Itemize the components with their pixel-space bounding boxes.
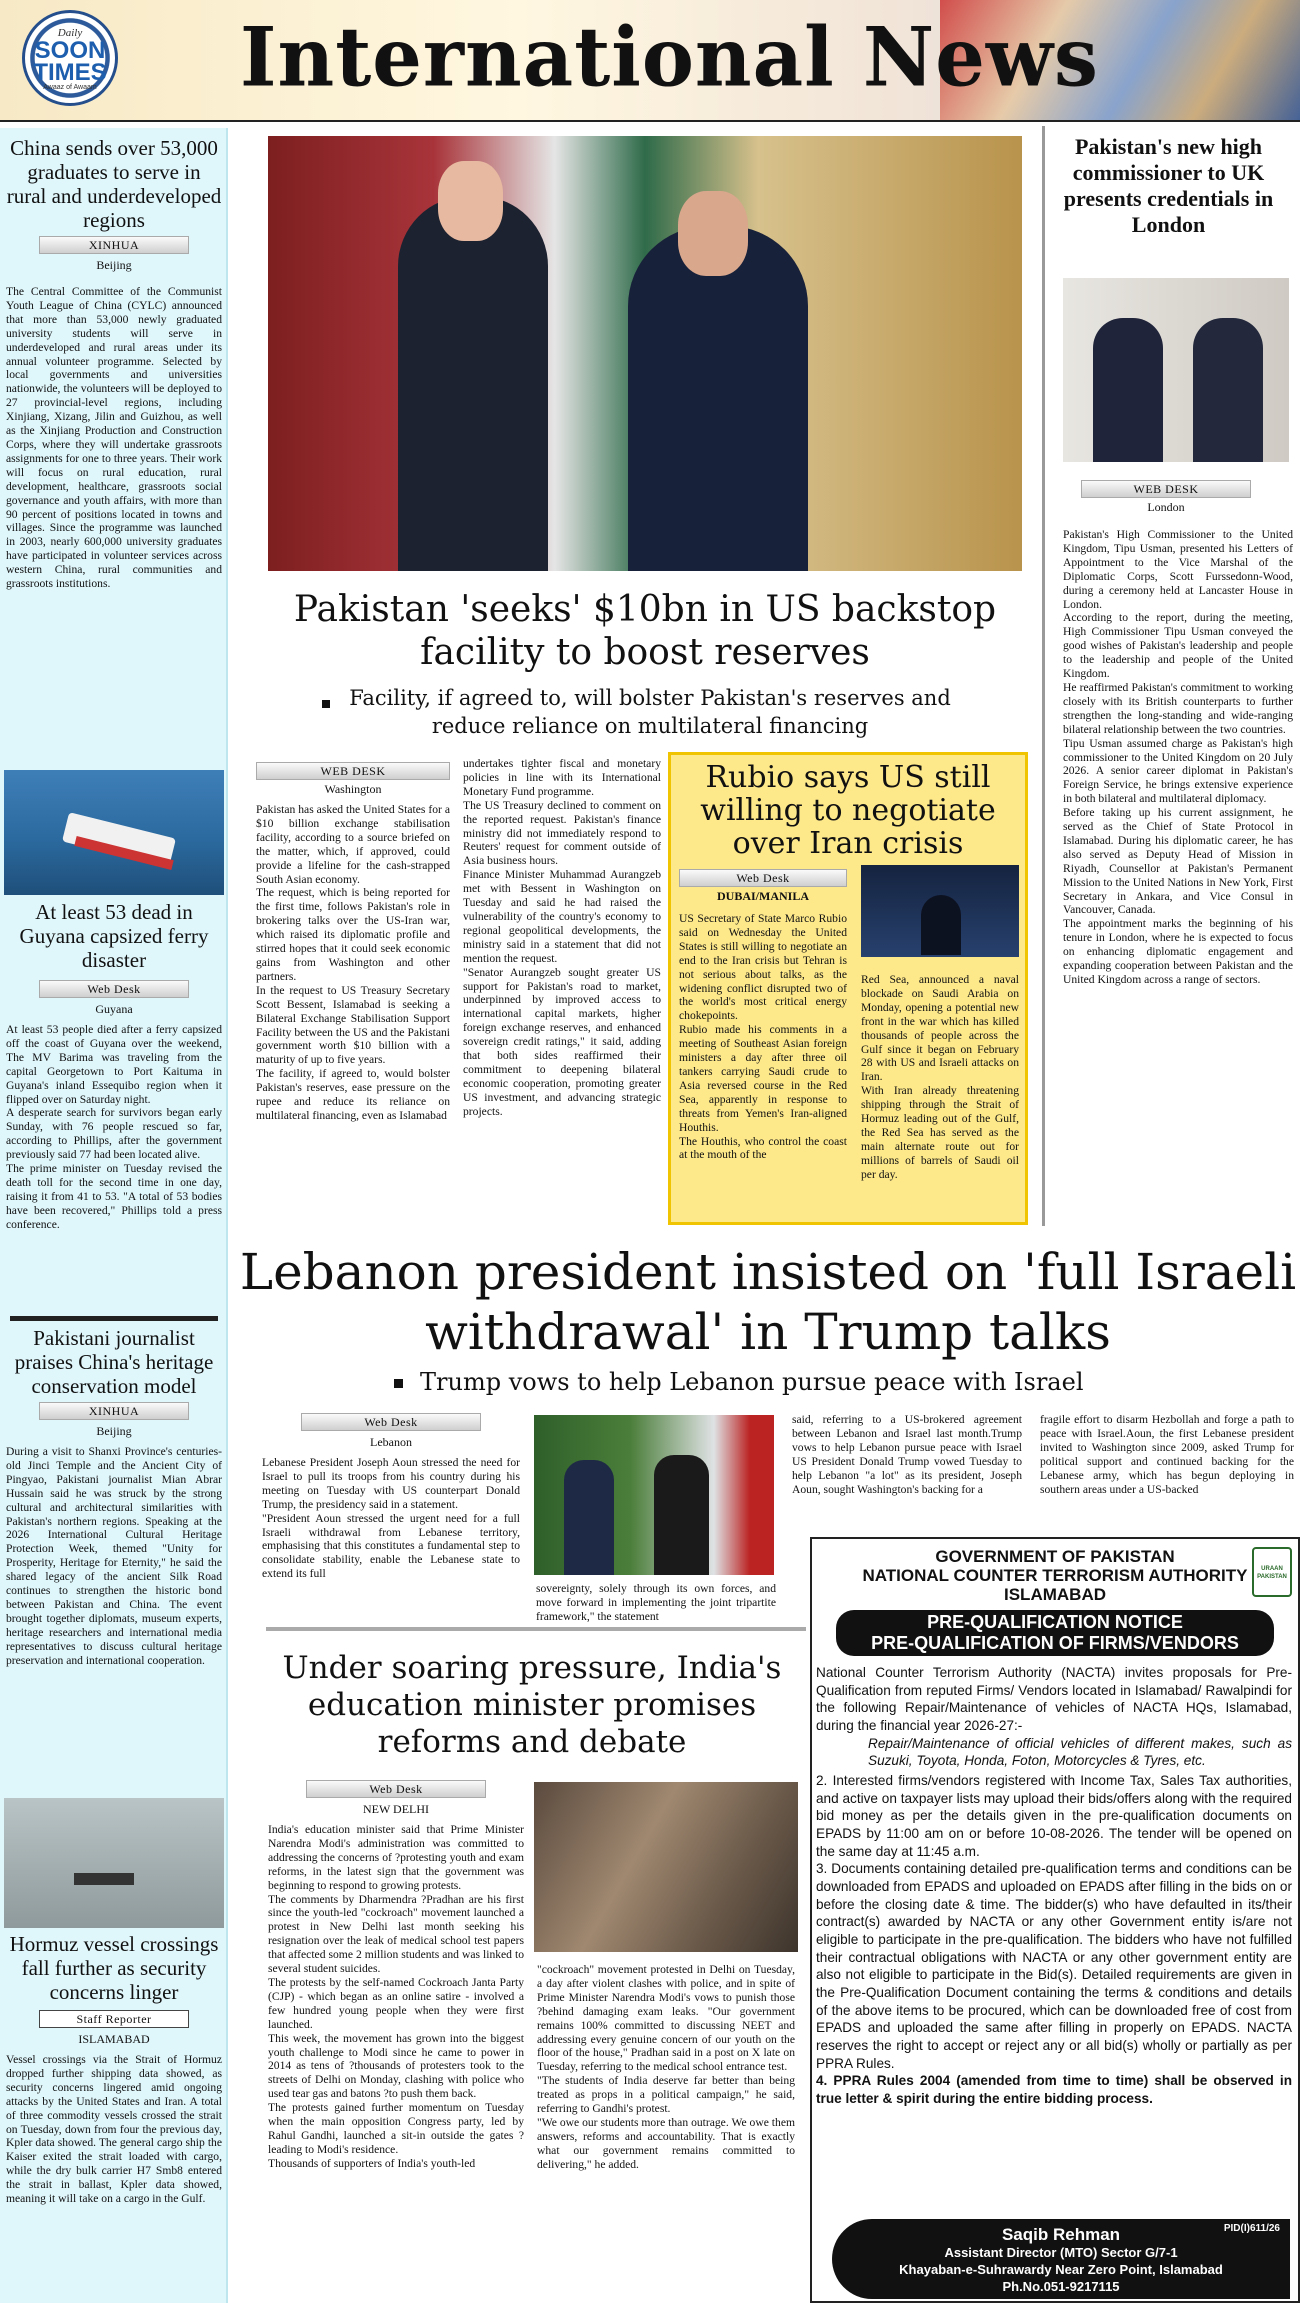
lebanon-col2: sovereignty, solely through its own forces, and move forward in implementing the joint tripartite framework," the statement [536,1582,776,1623]
main-subhead: Facility, if agreed to, will bolster Pakistan's reserves and reduce reliance on multilateral financing [349,686,951,738]
ad-banner-line1: PRE-QUALIFICATION NOTICE [927,1612,1183,1632]
article-body-p1: At least 53 people died after a ferry capsized off the coast of Guyana over the weekend, The MV Barima was traveling from the capital Georgetown to Port Kaituma in Guyana's inland Essequibo region when it flipped over on Saturday night. [6,1023,222,1106]
logo-top-text: Daily [57,27,83,39]
source-tag: XINHUA [39,236,189,254]
ad-pid: PID(I)611/26 [1223,2223,1280,2234]
ad-banner [836,1610,1274,1656]
ferry-photo [4,770,224,895]
dateline: Lebanon [370,1435,412,1449]
logo-main-text: SOON TIMES [33,37,107,86]
article-headline: Rubio says US still willing to negotiate over Iran crisis [700,760,996,861]
lebanon-subhead: Trump vows to help Lebanon pursue peace with Israel [420,1368,1084,1396]
main-photo [268,136,1022,571]
masthead [0,0,1300,122]
india-protest-photo [534,1782,798,1952]
article-body: India's education minister said that Prime Minister Narendra Modi's administration was committed to addressing the concerns of ?protesting youth and exam reforms, in the latest sign that the government was beginning to respond to growing protests. The comments by Dharmendra ?Pradhan are his first since the youth-led "cockroach" movement launched a protest in New Delhi last month seeking his resignation over the leak of medical school test papers that affected some 2 million students and was linked to several student suicides. The protests by the self-named Cockroach Janta Party (CJP) - which began as an online satire - involved a few hundred young people when they were first launched. This week, the movement has grown into the biggest youth challenge to Modi since he came to power in 2014 as tens of ?thousands of protesters took to the streets of Delhi on Monday, clashing with police who used tear gas and batons ?to push them back. The protests gained further momentum on Tuesday when the main opposition Congress party, led by Rahul Gandhi, launched a sit-in outside the gates ?leading to Modi's residence. Thousands of supporters of India's youth-led [268,1823,524,2170]
lebanon-photo [534,1415,774,1575]
source-tag: WEB DESK [256,762,450,780]
ad-sig-address: Khayaban-e-Suhrawardy Near Zero Point, Islamabad [899,2262,1223,2277]
ad-org2: NATIONAL COUNTER TERRORISM AUTHORITY [862,1566,1248,1585]
source-tag: Web Desk [306,1780,486,1798]
article-heritage [6,1326,222,1668]
article-body: The Central Committee of the Communist Youth League of China (CYLC) announced that more than 53,000 newly graduated university students will serve in underdeveloped and rural areas under its annual volunteer programme. Selected by local governments and universities nationwide, the volunteers will be deployed to 27 provincial-level regions, including Xinjiang, Xizang, Jilin and Guizhou, as well as the Xinjiang Production and Construction Corps, where they will undertake grassroots assignments for one to three years. Their work will focus on rural education, rural development, healthcare, grassroots social governance and youth affairs, with more than 90 percent of positions located in towns and villages. Since the programme was launched in 2003, nearly 600,000 university graduates have participated in volunteer services across western China, rural communities and grassroots institutions. [6,285,222,591]
dateline: Beijing [96,1424,132,1438]
main-story-col1 [256,762,450,1123]
rubio-col1 [679,869,847,1162]
dateline: London [1147,500,1185,514]
vessel-photo [4,1798,224,1928]
article-headline: Pakistan's new high commissioner to UK presents credentials in London [1063,134,1274,237]
source-tag: XINHUA [39,1402,189,1420]
ad-banner-line2: PRE-QUALIFICATION OF FIRMS/VENDORS [871,1633,1239,1653]
dateline: Washington [324,782,382,796]
bullet-icon [394,1379,403,1388]
ad-org1: GOVERNMENT OF PAKISTAN [935,1547,1175,1566]
article-hormuz [6,1932,222,2206]
ad-sig-title: Assistant Director (MTO) Sector G/7-1 [944,2245,1178,2260]
article-body: US Secretary of State Marco Rubio said on Wednesday the United States is still willing to negotiate an end to the Iran crisis but Tehran is not serious about talks, as the widening conflict disrupted two of the world's most critical energy chokepoints. Rubio made his comments in a meeting of Southeast Asian foreign ministers a day after three oil tankers carrying Saudi crude to Asia reversed course in the Red Sea, apparently in response to threats from Yemen's Iran-aligned Houthis. The Houthis, who control the coast at the mouth of the [679,912,847,1162]
lebanon-col1 [262,1413,520,1581]
ad-org3: ISLAMABAD [1004,1585,1106,1604]
main-story-col2: undertakes tighter fiscal and monetary policies in line with its International Monetary Fund programme. The US Treasury declined to comment on the reported request. Pakistan's finance ministry did not immediately respond to Reuters' request for comment outside of Asia business hours. Finance Minister Muhammad Aurangzeb met with Bessent in Washington on Tuesday and said he had raised the vulnerability of the country's economy to regional geopolitical developments, the ministry said in a statement that did not mention the request. "Senator Aurangzeb sought greater US support for Pakistan's road to market, underpinned by improved access to international capital markets, higher foreign exchange reserves, and enhanced sovereign credit ratings," it said, adding that both sides reaffirmed their commitment to deepening bilateral economic cooperation, promoting greater US investment, and advancing strategic projects. [463,757,661,1118]
ad-sig-phone: Ph.No.051-9217115 [1002,2279,1120,2294]
divider [10,1316,218,1321]
article-body-p3: The prime minister on Tuesday revised the death toll for the second time in one day, raising it from 41 to 53. "A total of 53 bodies have been recovered," Phillips told a press conference. [6,1162,222,1231]
dateline: Guyana [95,1002,133,1016]
rubio-box [668,752,1028,1225]
ad-sig-name: Saqib Rehman [1001,2225,1121,2244]
lebanon-col3: said, referring to a US-brokered agreement between Lebanon and Israel last month.Trump vows to help Lebanon pursue peace with Israel US President Donald Trump vowed Tuesday to help Lebanon "a lot" as its president, Joseph Aoun, sought Washington's backing for a [792,1413,1022,1496]
ad-paragraph-2: 2. Interested firms/vendors registered with Income Tax, Sales Tax authorities, and active on taxpayer lists may upload their bids/offers along with the required bid money as per the details given in the pre-qualification documents on EPADS by 11:00 am on or before 10-08-2026. The tender will be opened on the same day at 11:45 a.m. [816,1773,1292,1859]
article-body: Vessel crossings via the Strait of Hormuz dropped further shipping data showed, as security concerns lingered amid ongoing attacks by the United States and Iran. A total of three commodity vessels crossed the strait on Tuesday, down from four the previous day, Kpler data showed. The general cargo ship the Kaiser exited the strait loaded with cargo, while the dry bulk carrier H7 Smb8 entered the strait in ballast, Kpler data showed, meaning it will take on a cargo in the Gulf. [6,2053,222,2206]
right-tagline [1081,480,1251,517]
ad-item: Repair/Maintenance of official vehicles of different makes, such as Suzuki, Toyota, Honda, Foton, Motorcycles & Tyres, etc. [868,1735,1292,1769]
article-headline: Pakistani journalist praises China's heritage conservation model [14,1326,214,1398]
source-tag: WEB DESK [1081,480,1251,498]
rubio-col2: Red Sea, announced a naval blockade on Saudi Arabia on Monday, opening a potential new front in the war which has killed thousands of people across the Gulf since it began on February 28 with US and Israeli attacks on Iran. With Iran already threatening shipping through the Strait of Hormuz leading out of the Gulf, the Red Sea has served as the main alternate route out for millions of barrels of Saudi oil per day. [861,973,1019,1181]
article-headline: China sends over 53,000 graduates to serve in rural and underdeveloped regions [6,136,222,232]
credentials-photo [1063,278,1289,462]
india-col2: "cockroach" movement protested in Delhi on Tuesday, a day after violent clashes with police, and in spite of Prime Minister Narendra Modi's vows to punish those ?behind damaging exam leaks. "Our government remains 100% committed to discussing NEET and addressing every genuine concern of our youth on the floor of the house," Pradhan said in a post on X late on Tuesday, referring to the medical school entrance test. "The students of India deserve far better than being treated as props in a political campaign," he said, referring to Gandhi's protest. "We owe our students more than outrage. We owe them answers, reforms and accountability. That is exactly what our government remains committed to delivering," he added. [537,1963,795,2171]
dateline: ISLAMABAD [78,2032,150,2046]
dateline: NEW DELHI [362,1802,430,1816]
article-body: During a visit to Shanxi Province's centuries-old Jinci Temple and the Ancient City of Pingyao, Pakistani journalist Mian Abrar Hussain said he was struck by the strong cultural and architectural similarities with Pakistan's northern regions. Speaking at the 2026 International Cultural Heritage Protection Week, themed "Unity for Prosperity, Heritage for Eternity," he said the shared legacy of the ancient Silk Road continues to strengthen the historic bond between Pakistan and China. The event brought together diplomats, museum experts, heritage researchers and international media representatives to discuss cultural heritage preservation and international cooperation. [6,1445,222,1667]
source-tag: Web Desk [39,980,189,998]
source-tag: Staff Reporter [39,2010,189,2028]
rubio-photo [861,865,1019,957]
article-body: Lebanese President Joseph Aoun stressed the need for Israel to pull its troops from his country during his meeting on Tuesday with US counterpart Donald Trump, the presidency said in a statement. "President Aoun stressed the urgent need for a full Israeli withdrawal from Lebanese territory, emphasising that this constitutes a fundamental step to consolidate stability, enable the Lebanese state to extend its full [262,1456,520,1581]
newspaper-logo[interactable] [22,10,118,106]
logo-sub-text: Awaaz of Awaam [43,84,97,91]
source-tag: Web Desk [301,1413,481,1431]
lebanon-col4: fragile effort to disarm Hezbollah and forge a path to peace with Israel.Aoun, the first Lebanese president invited to Washington since 2009, asked Trump for political support and continued backing for the Lebanese army, which has begun deploying in southern areas under a US-backed [1040,1413,1294,1496]
right-column [1042,126,1292,1226]
ad-paragraph-3: 3. Documents containing detailed pre-qualification terms and conditions can be downloaded from EPADS and uploaded on EPADS after filling in the bids on or before the closing date & time. The bidder(s) who have defaulted in its/their contract(s) awarded by NACTA or any other Government entity is/are not eligible to participate in the pre-qualification. The bidders who have not fulfilled their contractual obligations with NACTA or any other government entity are also not eligible to participate in the Bid(s). Detailed requirements are given in the Pre-Qualification Document containing the terms & conditions and details of the above items to be procured, which can be downloaded free of cost from EPADS and uploaded the same after filling in properly on EPADS. NACTA reserves the right to accept or reject any or all bid(s) wholly or partially as per PPRA Rules. [816,1861,1292,2071]
page-title: International News [240,9,1099,106]
article-body: Pakistan has asked the United States for a $10 billion exchange stabilisation facility, according to a source briefed on the matter, which, if approved, could provide a lifeline for the cash-strapped South Asian economy. The request, which is being reported for the first time, follows Pakistan's role in brokering talks over the US-Iran war, which raised its diplomatic profile and stirred hopes that it could seek economic gains from Washington and other partners. In the request to US Treasury Secretary Scott Bessent, Islamabad is seeking a Bilateral Exchange Stabilisation Support Facility between the US and the Pakistani government worth $10 billion with a maturity of up to five years. The facility, if agreed to, would bolster Pakistan's reserves, ease pressure on the rupee and reduce its reliance on multilateral financing, even as Islamabad [256,803,450,1122]
bullet-icon [322,700,330,708]
nacta-notice [810,1537,1300,2303]
dateline: DUBAI/MANILA [716,889,809,903]
india-headline: Under soaring pressure, India's education minister promises reforms and debate [282,1650,782,1760]
article-body-p2: A desperate search for survivors began early Sunday, with 76 people rescued so far, according to Phillips, after the government previously said 77 had been located alive. [6,1106,222,1162]
article-guyana-ferry [6,900,222,1232]
ad-paragraph-1: National Counter Terrorism Authority (NACTA) invites proposals for Pre-Qualification from reputed Firms/ Vendors located in Islamabad/ Rawalpindi for the following Repair/Maintenance of vehicles of NACTA HQs, Islamabad, during the financial year 2026-27:- [816,1665,1292,1734]
article-headline: At least 53 dead in Guyana capsized ferry disaster [19,900,209,972]
india-col1 [268,1780,524,2171]
article-china-graduates [6,136,222,591]
uraan-pakistan-logo: URAAN PAKISTAN [1252,1547,1292,1597]
dateline: Beijing [96,258,132,272]
source-tag: Web Desk [679,869,847,887]
divider [266,1627,806,1631]
article-body: Pakistan's High Commissioner to the United Kingdom, Tipu Usman, presented his Letters of Appointment to the Vice Marshal of the Diplomatic Corps, Scott Furssedonn-Wood, during a ceremony held at Lancaster House in London. According to the report, during the meeting, High Commissioner Tipu Usman conveyed the good wishes of Pakistan's leadership and people to the leadership and people of the United Kingdom. He reaffirmed Pakistan's commitment to working closely with its British counterparts to further strengthen the long-standing and wide-ranging bilateral relationship between the two countries. Tipu Usman assumed charge as Pakistan's high commissioner to the United Kingdom on 20 July 2026. A senior career diplomat in Pakistan's Foreign Service, he brings extensive experience in both bilateral and multilateral diplomacy. Before taking up his current assignment, he served as the Chief of State Protocol in Islamabad. During his diplomatic career, he has also served as Deputy Head of Mission in Riyadh, Counsellor at Pakistan's Permanent Mission to the United Nations in New York, First Secretary in Ankara, and Vice Consul in Vancouver, Canada. The appointment marks the beginning of his tenure in London, where he is expected to focus on enhancing diplomatic engagement and expanding cooperation between Pakistan and the United Kingdom across a range of sectors. [1063,528,1293,986]
lebanon-headline: Lebanon president insisted on 'full Israeli withdrawal' in Trump talks [239,1243,1297,1361]
ad-signature-block [832,2219,1290,2299]
main-headline: Pakistan 'seeks' $10bn in US backstop facility to boost reserves [293,589,997,673]
article-headline: Hormuz vessel crossings fall further as security concerns linger [9,1932,219,2004]
ad-paragraph-4: 4. PPRA Rules 2004 (amended from time to time) shall be observed in true letter & spirit during the entire bidding process. [816,2073,1292,2107]
